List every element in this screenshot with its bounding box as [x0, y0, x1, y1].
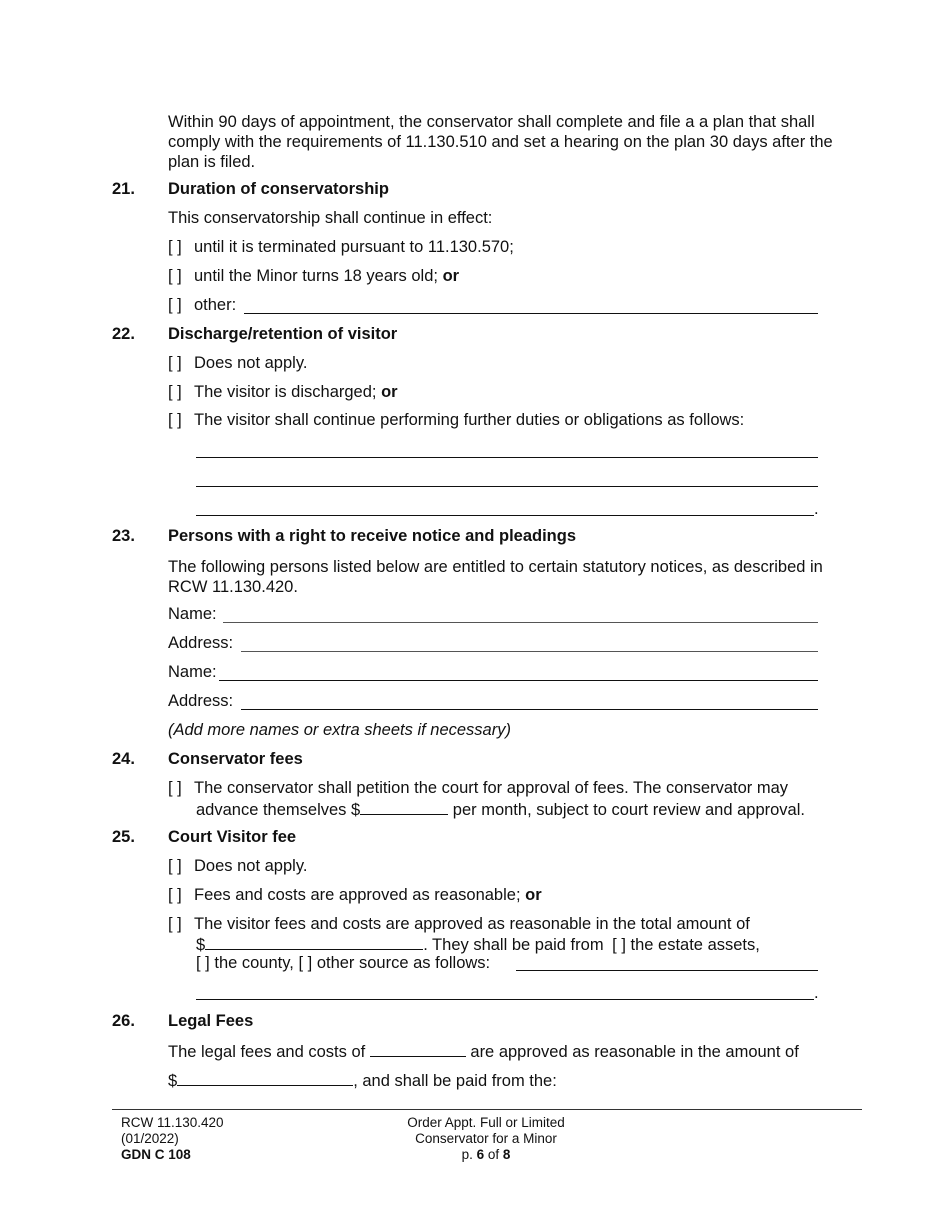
- page-total: 8: [502, 1147, 511, 1162]
- section-24-number: 24.: [112, 750, 135, 768]
- visitor-fee-option-reasonable[interactable]: [168, 886, 542, 905]
- other-source-field-2[interactable]: [196, 999, 814, 1000]
- checkbox[interactable]: [ ]: [168, 267, 182, 285]
- visitor-fee-option-total[interactable]: [168, 915, 750, 934]
- option-label: Does not apply.: [194, 354, 308, 372]
- option-label: Fees and costs are approved as reasonable;: [194, 886, 521, 904]
- checkbox-county[interactable]: [ ]: [196, 954, 210, 972]
- name-field-1[interactable]: [223, 622, 818, 623]
- checkbox-estate[interactable]: [ ]: [612, 936, 626, 954]
- footer-left: [121, 1115, 224, 1163]
- option-label: The visitor fees and costs are approved as reasonable in the total amount of: [194, 915, 750, 933]
- section-25-number: 25.: [112, 828, 135, 846]
- advance-label: advance themselves $: [196, 801, 361, 819]
- visitor-duties-line-2[interactable]: [196, 486, 818, 487]
- address-label-1: Address:: [168, 634, 234, 652]
- footer-title-line-2: Conservator for a Minor: [415, 1131, 557, 1146]
- section-26-heading: Legal Fees: [168, 1012, 254, 1030]
- section-23-heading: Persons with a right to receive notice and pleadings: [168, 527, 577, 545]
- option-label: The visitor is discharged;: [194, 383, 377, 401]
- visitor-duties-line-1[interactable]: [196, 457, 818, 458]
- period-mark: .: [814, 500, 819, 518]
- footer-title-line-1: Order Appt. Full or Limited: [407, 1115, 565, 1130]
- visitor-option-continue[interactable]: [168, 411, 744, 430]
- add-more-note: (Add more names or extra sheets if necessary): [168, 721, 511, 739]
- section-24-heading: Conservator fees: [168, 750, 303, 768]
- name-label-1: Name:: [168, 605, 217, 623]
- name-field-2[interactable]: [219, 680, 818, 681]
- footer-form-number: GDN C 108: [121, 1147, 191, 1162]
- or-label: or: [525, 886, 542, 904]
- option-label: The visitor shall continue performing further duties or obligations as follows:: [194, 411, 745, 429]
- section-23-lead: The following persons listed below are entitled to certain statutory notices, as described in RCW 11.130.420.: [168, 558, 823, 596]
- checkbox[interactable]: [ ]: [168, 857, 182, 875]
- footer-divider: [112, 1109, 862, 1110]
- conservator-fees-option[interactable]: [168, 779, 788, 798]
- section-21-heading: Duration of conservatorship: [168, 180, 389, 198]
- footer-center: [386, 1115, 586, 1163]
- or-label: or: [442, 267, 460, 285]
- legal-fees-line-2: [168, 1070, 557, 1091]
- name-label-2: Name:: [168, 663, 217, 681]
- duration-other-field[interactable]: [244, 313, 818, 314]
- address-label-2: Address:: [168, 692, 234, 710]
- legal-fees-line-1: [168, 1041, 799, 1062]
- address-field-2[interactable]: [241, 709, 818, 710]
- visitor-fee-option-not-apply[interactable]: [168, 857, 307, 876]
- option-label: The conservator shall petition the court for approval of fees. The conservator may: [194, 779, 788, 797]
- other-source-label: other source as follows:: [316, 954, 491, 972]
- other-source-field[interactable]: [516, 970, 818, 971]
- dollar-sign: $: [196, 936, 206, 954]
- paid-from-label: . They shall be paid from: [423, 936, 604, 954]
- checkbox-other-source[interactable]: [ ]: [298, 954, 313, 972]
- conservator-fees-line-2: [196, 799, 805, 820]
- checkbox[interactable]: [ ]: [168, 886, 182, 904]
- section-21-lead: This conservatorship shall continue in effect:: [168, 209, 493, 227]
- duration-option-other[interactable]: [168, 296, 236, 315]
- footer-rcw: RCW 11.130.420: [121, 1115, 224, 1130]
- checkbox[interactable]: [ ]: [168, 238, 182, 256]
- visitor-duties-line-3[interactable]: [196, 515, 814, 516]
- duration-option-minor-18[interactable]: [168, 267, 459, 286]
- footer-page-number: [386, 1147, 586, 1163]
- section-22-number: 22.: [112, 325, 135, 343]
- intro-paragraph: Within 90 days of appointment, the conservator shall complete and file a a plan that shall comply with the requirements of 11.130.510 and set a hearing on the plan 30 days after the plan is filed.: [168, 113, 833, 171]
- monthly-amount-field[interactable]: [360, 799, 448, 815]
- checkbox[interactable]: [ ]: [168, 296, 182, 314]
- visitor-fee-amount-field[interactable]: [205, 934, 423, 950]
- period-mark: .: [814, 984, 819, 1002]
- checkbox[interactable]: [ ]: [168, 411, 182, 429]
- page-current: 6: [476, 1147, 485, 1162]
- checkbox[interactable]: [ ]: [168, 354, 182, 372]
- per-month-label: per month, subject to court review and approval.: [452, 801, 805, 819]
- section-25-heading: Court Visitor fee: [168, 828, 297, 846]
- section-23-number: 23.: [112, 527, 135, 545]
- estate-label: the estate assets,: [630, 936, 760, 954]
- visitor-fee-amount-row: [196, 934, 760, 955]
- section-22-heading: Discharge/retention of visitor: [168, 325, 398, 343]
- legal-fees-party-field[interactable]: [370, 1041, 466, 1057]
- checkbox[interactable]: [ ]: [168, 383, 182, 401]
- checkbox[interactable]: [ ]: [168, 915, 182, 933]
- dollar-sign: $: [168, 1072, 178, 1090]
- section-26-number: 26.: [112, 1012, 135, 1030]
- or-label: or: [381, 383, 398, 401]
- visitor-option-discharged[interactable]: [168, 383, 398, 402]
- address-field-1[interactable]: [241, 651, 818, 652]
- visitor-option-not-apply[interactable]: [168, 354, 307, 373]
- legal-fees-label: The legal fees and costs of: [168, 1043, 366, 1061]
- option-label: Does not apply.: [194, 857, 308, 875]
- county-label: the county,: [214, 954, 294, 972]
- option-label: until it is terminated pursuant to 11.130.570;: [194, 238, 514, 256]
- page-of: of: [487, 1147, 500, 1162]
- checkbox[interactable]: [ ]: [168, 779, 182, 797]
- page-prefix: p.: [461, 1147, 473, 1162]
- duration-option-terminated[interactable]: [168, 238, 514, 257]
- section-21-number: 21.: [112, 180, 135, 198]
- visitor-fee-source-row: [196, 954, 490, 973]
- legal-fees-amount-field[interactable]: [177, 1070, 353, 1086]
- footer-date: (01/2022): [121, 1131, 179, 1146]
- paid-from-label: , and shall be paid from the:: [353, 1072, 557, 1090]
- approved-label: are approved as reasonable in the amount of: [470, 1043, 799, 1061]
- option-label: until the Minor turns 18 years old;: [194, 267, 438, 285]
- option-label: other:: [194, 296, 237, 314]
